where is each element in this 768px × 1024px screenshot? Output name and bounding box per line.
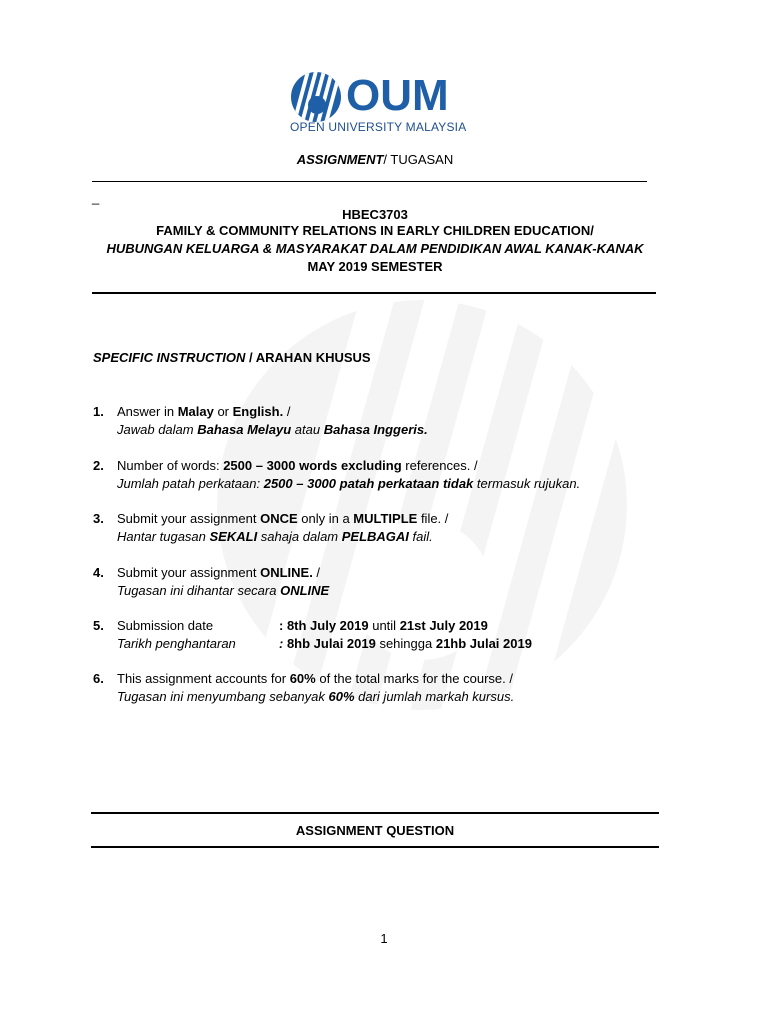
item-number: 6. xyxy=(93,671,104,686)
text-run-bold: PELBAGAI xyxy=(341,529,409,544)
text-run-bold: 21hb Julai 2019 xyxy=(435,636,532,651)
text-run: Submit your assignment xyxy=(117,511,261,526)
text-run-bold: 8hb Julai 2019 xyxy=(286,636,376,651)
text-run: file. / xyxy=(417,511,449,526)
text-run-bold: 60% xyxy=(289,671,316,686)
text-run-bold: : 8th July 2019 xyxy=(279,618,369,633)
text-run: dari jumlah markah kursus. xyxy=(354,689,515,704)
item-text-en xyxy=(117,670,513,688)
text-run: Answer in xyxy=(117,404,178,419)
specific-instruction-en: SPECIFIC INSTRUCTION xyxy=(93,350,246,365)
text-run-bold: 2500 – 3000 words excluding xyxy=(223,458,402,473)
text-run: fail. xyxy=(408,529,433,544)
item-text-ms xyxy=(117,421,428,439)
text-run: / xyxy=(283,404,291,419)
divider-header-bottom xyxy=(92,292,656,294)
text-run: Hantar tugasan xyxy=(117,529,210,544)
text-run: / xyxy=(312,565,321,580)
item-text-en xyxy=(117,564,320,582)
specific-instruction-heading xyxy=(93,350,371,365)
text-run-bold: Bahasa Inggeris. xyxy=(323,422,428,437)
submission-date-value-ms xyxy=(279,635,532,653)
text-run: until xyxy=(368,618,400,633)
text-run: references. / xyxy=(401,458,478,473)
semester: MAY 2019 SEMESTER xyxy=(307,259,443,274)
submission-date-label: Submission date xyxy=(117,618,214,633)
item-text-en xyxy=(117,510,448,528)
text-run-bold: MULTIPLE xyxy=(353,511,418,526)
text-run: Submit your assignment xyxy=(117,565,261,580)
text-run: sehingga xyxy=(375,636,436,651)
item-number: 1. xyxy=(93,404,104,419)
text-run-bold: : xyxy=(279,636,287,651)
item-text-en xyxy=(117,403,290,421)
item-number: 4. xyxy=(93,565,104,580)
text-run: Tugasan ini menyumbang sebanyak xyxy=(117,689,329,704)
course-title-en: FAMILY & COMMUNITY RELATIONS IN EARLY CHILDREN EDUCATION/ xyxy=(156,223,594,238)
item-text-ms xyxy=(117,582,329,600)
item-text-ms xyxy=(117,688,514,706)
text-run: Jawab dalam xyxy=(117,422,198,437)
text-run-bold: Malay xyxy=(177,404,214,419)
item-text-en xyxy=(117,457,478,475)
text-run: or xyxy=(213,404,233,419)
text-run-bold: ONLINE. xyxy=(260,565,313,580)
text-run-bold: 2500 – 3000 patah perkataan tidak xyxy=(263,476,474,491)
assignment-question-heading: ASSIGNMENT QUESTION xyxy=(295,823,455,838)
divider-question-bottom xyxy=(91,846,659,848)
text-run: Number of words: xyxy=(117,458,224,473)
text-run: of the total marks for the course. / xyxy=(315,671,513,686)
text-run-bold: ONCE xyxy=(260,511,298,526)
text-run: only in a xyxy=(297,511,354,526)
specific-instruction-ms: / ARAHAN KHUSUS xyxy=(249,350,371,365)
oum-logo-subtitle: OPEN UNIVERSITY MALAYSIA xyxy=(290,120,467,134)
item-number: 2. xyxy=(93,458,104,473)
page-number: 1 xyxy=(380,931,388,946)
submission-date-label-ms xyxy=(117,635,236,653)
divider-question-top xyxy=(91,812,659,814)
course-code: HBEC3703 xyxy=(342,207,408,222)
text-run: Tarikh penghantaran xyxy=(117,636,236,651)
submission-date-value xyxy=(279,617,488,635)
assignment-heading-en: ASSIGNMENT xyxy=(296,152,384,167)
item-text-ms xyxy=(117,475,580,493)
oum-logo-wordmark: OUM xyxy=(346,71,449,120)
text-run: termasuk rujukan. xyxy=(473,476,581,491)
text-run-bold: Bahasa Melayu xyxy=(197,422,292,437)
text-run: Tugasan ini dihantar secara xyxy=(117,583,281,598)
text-run: sahaja dalam xyxy=(257,529,342,544)
item-number: 5. xyxy=(93,618,104,633)
assignment-heading xyxy=(92,152,658,167)
text-run: atau xyxy=(291,422,324,437)
course-title-ms: HUBUNGAN KELUARGA & MASYARAKAT DALAM PENDIDIKAN AWAL KANAK-KANAK xyxy=(106,241,644,256)
item-number: 3. xyxy=(93,511,104,526)
text-run-bold: 21st July 2019 xyxy=(399,618,488,633)
text-run: This assignment accounts for xyxy=(117,671,290,686)
text-run-bold: English. xyxy=(232,404,284,419)
text-run-bold: SEKALI xyxy=(209,529,258,544)
text-run: Jumlah patah perkataan: xyxy=(117,476,264,491)
item-text-ms xyxy=(117,528,433,546)
text-run-bold: ONLINE xyxy=(280,583,330,598)
oum-logo-icon xyxy=(290,71,344,123)
text-run-bold: 60% xyxy=(328,689,355,704)
oum-logo xyxy=(290,70,480,135)
assignment-heading-ms: / TUGASAN xyxy=(383,152,454,167)
stray-underscore: _ xyxy=(92,190,100,205)
divider-top xyxy=(92,181,647,182)
